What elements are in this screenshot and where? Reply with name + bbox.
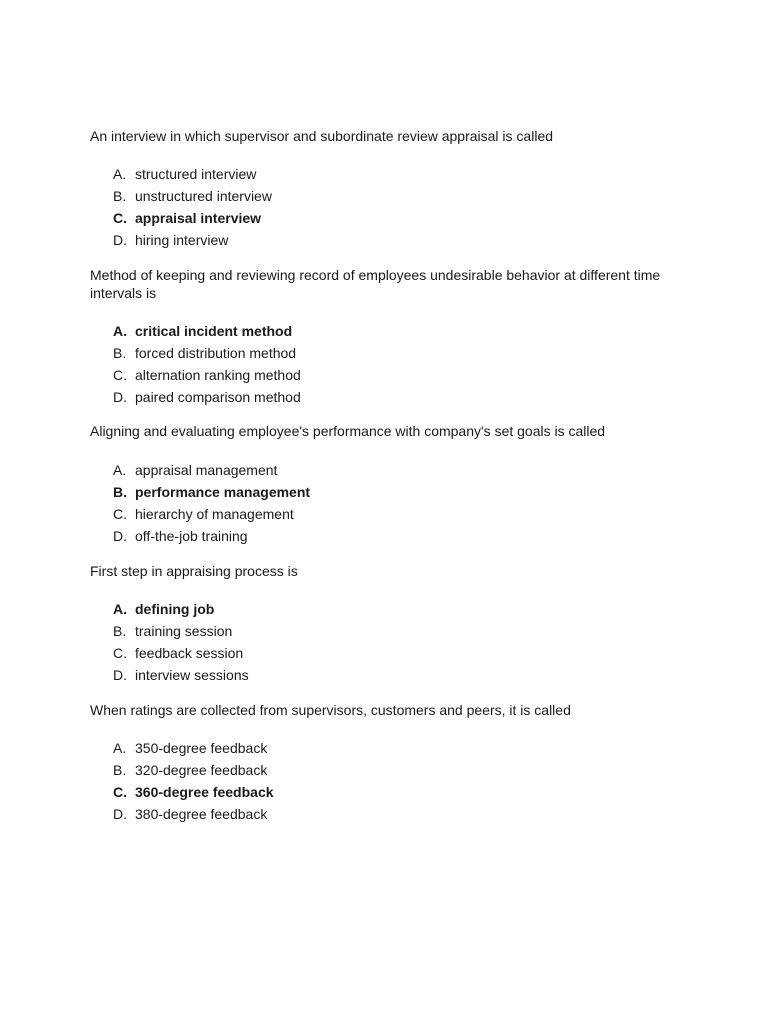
option-c [113, 503, 310, 525]
option-text: 360-degree feedback [135, 784, 274, 800]
option-letter: C. [113, 367, 127, 383]
option-letter: C. [113, 784, 127, 800]
option-letter: A. [113, 166, 127, 182]
option-letter: C. [113, 506, 127, 522]
option-letter: B. [113, 623, 127, 639]
option-c-correct [113, 207, 272, 229]
option-letter: D. [113, 528, 127, 544]
option-text: off-the-job training [135, 528, 248, 544]
option-text: interview sessions [135, 667, 249, 683]
question-text-line-2: intervals is [90, 285, 157, 301]
option-letter: D. [113, 667, 127, 683]
option-a [113, 737, 274, 759]
option-b [113, 620, 249, 642]
option-letter: D. [113, 806, 127, 822]
option-b [113, 342, 301, 364]
option-text: paired comparison method [135, 389, 301, 405]
option-list [113, 459, 310, 547]
option-letter: D. [113, 389, 127, 405]
option-a [113, 459, 310, 481]
option-text: training session [135, 623, 233, 639]
question-3 [90, 422, 690, 544]
option-letter: B. [113, 762, 127, 778]
option-letter: A. [113, 740, 127, 756]
question-text-line-1: Method of keeping and reviewing record of employees undesirable behavior at different time [90, 267, 661, 283]
option-b [113, 759, 274, 781]
option-a-correct [113, 598, 249, 620]
question-text: When ratings are collected from supervisors, customers and peers, it is called [90, 702, 571, 718]
option-letter: D. [113, 232, 127, 248]
option-text: critical incident method [135, 323, 293, 339]
question-text [90, 266, 690, 302]
option-d [113, 664, 249, 686]
option-d [113, 803, 274, 825]
option-text: unstructured interview [135, 188, 272, 204]
question-2 [90, 266, 690, 405]
option-letter: A. [113, 601, 127, 617]
option-letter: B. [113, 345, 127, 361]
option-text: 350-degree feedback [135, 740, 268, 756]
question-text: An interview in which supervisor and subordinate review appraisal is called [90, 128, 554, 144]
option-text: hiring interview [135, 232, 229, 248]
option-letter: B. [113, 188, 127, 204]
option-list [113, 737, 274, 825]
option-letter: B. [113, 484, 127, 500]
option-letter: C. [113, 210, 127, 226]
option-letter: A. [113, 462, 127, 478]
question-text: First step in appraising process is [90, 563, 298, 579]
option-letter: C. [113, 645, 127, 661]
option-text: appraisal interview [135, 210, 262, 226]
option-c [113, 642, 249, 664]
option-text: 380-degree feedback [135, 806, 268, 822]
option-d [113, 525, 310, 547]
option-text: hierarchy of management [135, 506, 294, 522]
option-c-correct [113, 781, 274, 803]
option-c [113, 364, 301, 386]
option-list [113, 320, 301, 408]
option-text: defining job [135, 601, 215, 617]
option-a [113, 163, 272, 185]
question-5 [90, 701, 690, 822]
question-text: Aligning and evaluating employee's performance with company's set goals is called [90, 423, 606, 439]
option-text: appraisal management [135, 462, 278, 478]
option-list [113, 598, 249, 686]
option-text: alternation ranking method [135, 367, 301, 383]
question-4 [90, 562, 690, 683]
option-list [113, 163, 272, 251]
option-text: 320-degree feedback [135, 762, 268, 778]
option-text: forced distribution method [135, 345, 297, 361]
option-letter: A. [113, 323, 127, 339]
option-text: feedback session [135, 645, 244, 661]
option-b [113, 185, 272, 207]
option-d [113, 386, 301, 408]
option-d [113, 229, 272, 251]
question-1 [90, 127, 690, 248]
option-text: performance management [135, 484, 311, 500]
option-b-correct [113, 481, 310, 503]
option-text: structured interview [135, 166, 257, 182]
option-a-correct [113, 320, 301, 342]
